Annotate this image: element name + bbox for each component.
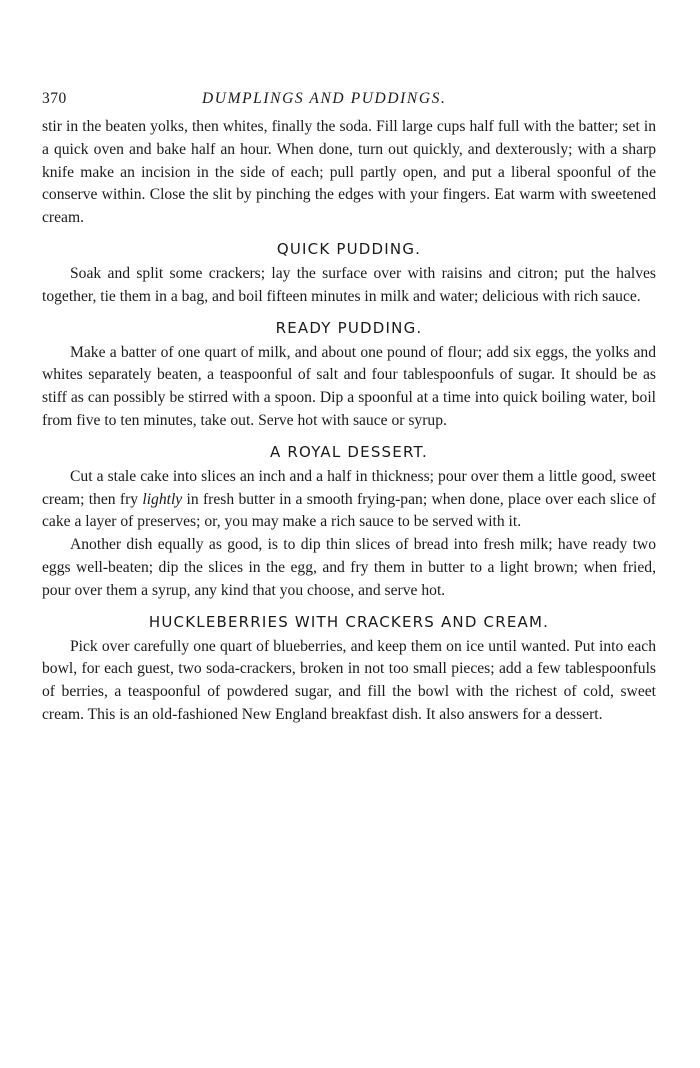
royal-dessert-text-before: Cut a stale cake into slices an inch and a half in thickness; pour over them a little good, sweet cream; then fry	[42, 467, 656, 508]
huckleberries-paragraph: Pick over carefully one quart of blueberries, and keep them on ice until wanted. Put into each bowl, for each guest, two soda-crackers, broken in not too small pieces; add a few tablespoonfuls of berries, a teaspoonful of powdered sugar, and fill the bowl with the richest of cold, sweet cream. This is an old-fashioned New England breakfast dish. It also answers for a dessert.	[42, 637, 656, 723]
quick-pudding-paragraph: Soak and split some crackers; lay the surface over with raisins and citron; put the halves together, tie them in a bag, and boil fifteen minutes in milk and water; delicious with rich sauce.	[42, 264, 656, 305]
intro-paragraph: stir in the beaten yolks, then whites, finally the soda. Fill large cups half full with the batter; set in a quick oven and bake half an hour. When done, turn out quickly, and dexterously; with a sharp knife make an incision in the side of each; pull partly open, and put a liberal spoonful of the conserve within. Close the slit by pinching the edges with your fingers. Eat warm with sweetened cream.	[42, 118, 656, 227]
royal-dessert-text-after: in fresh butter in a smooth frying-pan; when done, place over each slice of cake a layer of preserves; or, you may make a rich sauce to be served with it.	[42, 490, 656, 531]
huckleberries-heading: HUCKLEBERRIES WITH CRACKERS AND CREAM.	[148, 612, 550, 631]
ready-pudding-heading: READY PUDDING.	[275, 318, 423, 337]
page-number: 370	[42, 90, 67, 107]
running-head	[42, 90, 656, 116]
royal-dessert-heading: A ROYAL DESSERT.	[269, 442, 429, 461]
ready-pudding-paragraph: Make a batter of one quart of milk, and about one pound of flour; add six eggs, the yolks and whites separately beaten, a teaspoonful of salt and four tablespoonfuls of sugar. It should be as stiff as can possibly be stirred with a spoon. Dip a spoonful at a time into quick boiling water, boil from five to ten minutes, take out. Serve hot with sauce or syrup.	[42, 343, 656, 429]
royal-dessert-paragraph-1	[42, 466, 656, 534]
quick-pudding-heading: QUICK PUDDING.	[276, 239, 422, 258]
running-title: DUMPLINGS AND PUDDINGS.	[202, 90, 447, 107]
book-page	[42, 90, 656, 727]
royal-dessert-emphasis: lightly	[142, 490, 183, 508]
royal-dessert-paragraph-2: Another dish equally as good, is to dip thin slices of bread into fresh milk; have ready two eggs well-beaten; dip the slices in the egg, and fry them in butter to a light brown; when fried, pour over them a syrup, any kind that you choose, and serve hot.	[42, 536, 656, 599]
